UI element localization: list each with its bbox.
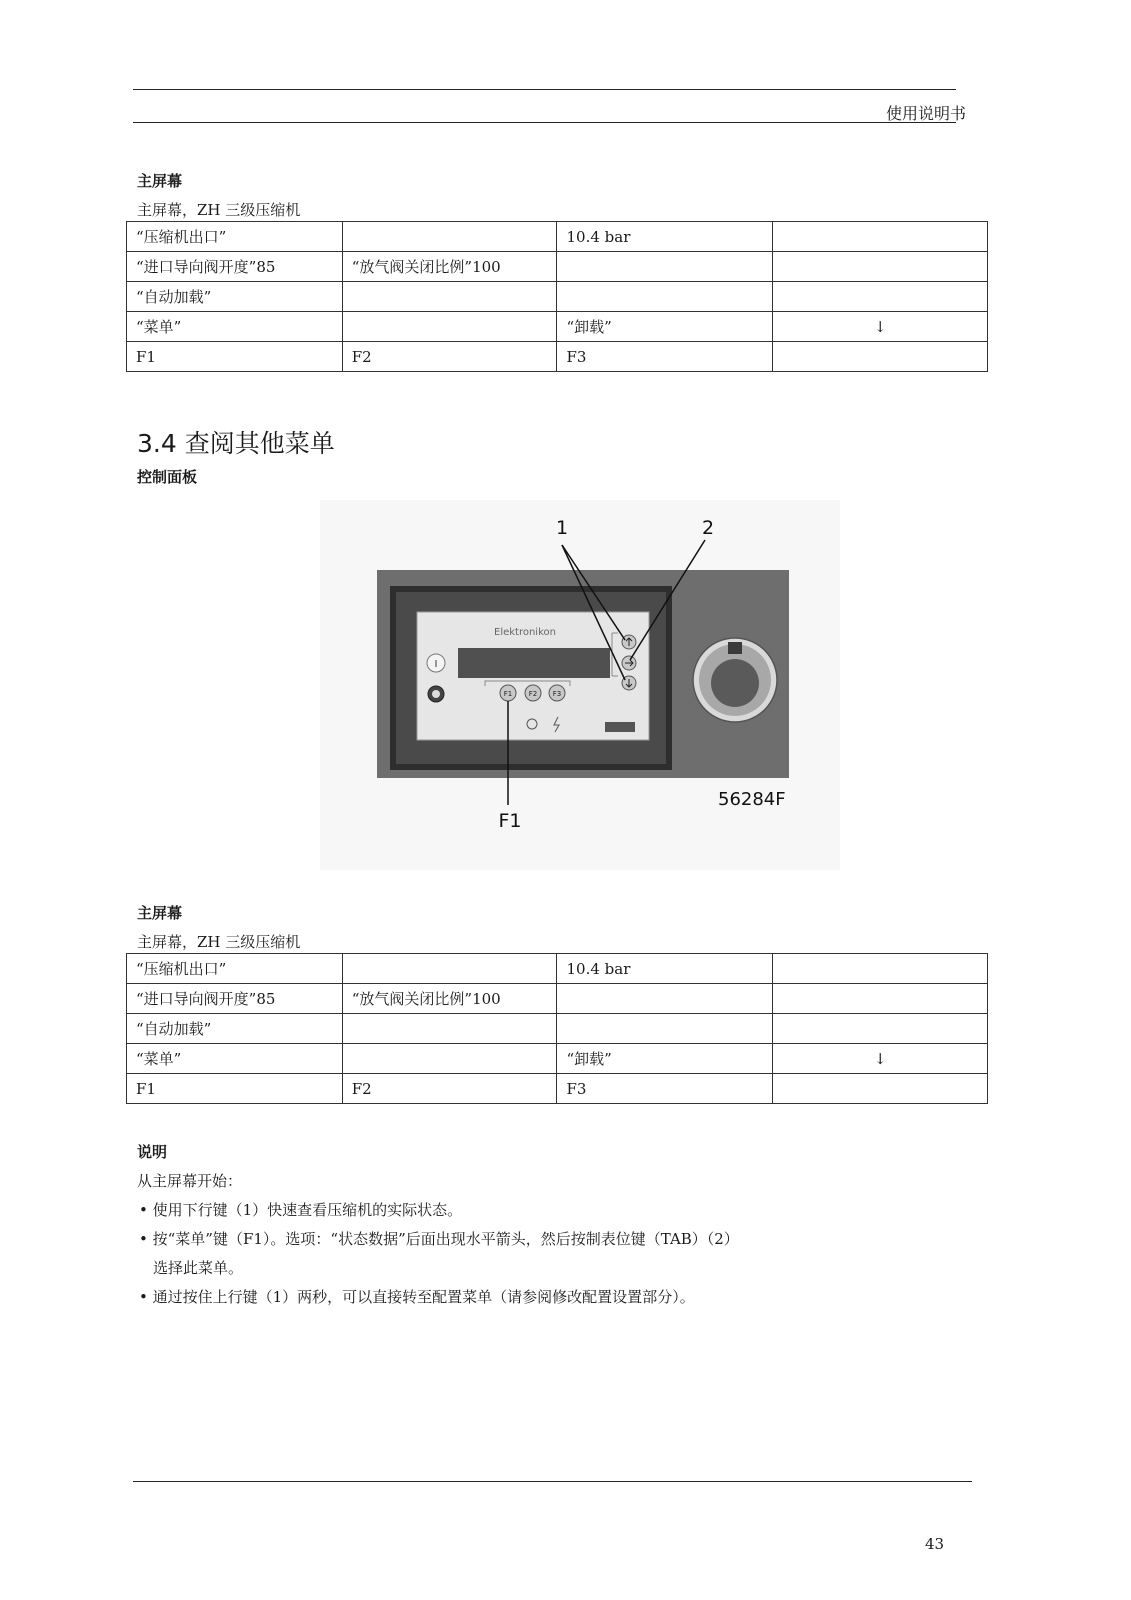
main-screen-heading-2: 主屏幕 xyxy=(137,904,183,922)
bullet-marker: • xyxy=(139,1230,148,1248)
header-bottom-rule xyxy=(133,122,956,123)
table-row xyxy=(127,1044,988,1074)
stop-icon xyxy=(432,690,440,698)
f3-key-label: F3 xyxy=(552,690,562,698)
figure-code: 56284F xyxy=(718,789,786,810)
main-screen-subtitle-2: 主屏幕，ZH 三级压缩机 xyxy=(137,933,301,951)
header-top-rule xyxy=(133,89,956,90)
bullet-item xyxy=(139,1286,695,1307)
table-cell: “进口导向阀开度”85 xyxy=(127,984,343,1014)
table-cell: F2 xyxy=(342,342,557,372)
down-arrow-cell: ↓ xyxy=(773,1044,988,1074)
table-row xyxy=(127,984,988,1014)
table-cell: “放气阀关闭比例”100 xyxy=(342,252,557,282)
table-cell xyxy=(773,342,988,372)
table-row xyxy=(127,312,988,342)
table-cell: F2 xyxy=(342,1074,557,1104)
down-arrow-cell: ↓ xyxy=(773,312,988,342)
table-cell: F1 xyxy=(127,1074,343,1104)
table-cell: F1 xyxy=(127,342,343,372)
table-cell: “压缩机出口” xyxy=(127,954,343,984)
table-cell xyxy=(342,282,557,312)
table-cell: “菜单” xyxy=(127,312,343,342)
table-cell: “自动加载” xyxy=(127,282,343,312)
main-screen-table xyxy=(126,221,988,372)
explanation-intro: 从主屏幕开始： xyxy=(137,1172,243,1190)
main-screen-subtitle: 主屏幕，ZH 三级压缩机 xyxy=(137,201,301,219)
table-cell xyxy=(342,222,557,252)
warning-icon xyxy=(728,642,742,654)
explanation-heading: 说明 xyxy=(137,1143,168,1161)
table-cell: “卸载” xyxy=(557,1044,773,1074)
table-cell: F3 xyxy=(557,342,773,372)
table-cell: 10.4 bar xyxy=(557,222,773,252)
main-screen-heading: 主屏幕 xyxy=(137,172,183,190)
table-row xyxy=(127,1014,988,1044)
section-title: 3.4 查阅其他菜单 xyxy=(137,429,335,458)
bullet-continuation: 选择此菜单。 xyxy=(153,1259,244,1277)
table-cell xyxy=(557,1014,773,1044)
table-cell: “进口导向阀开度”85 xyxy=(127,252,343,282)
table-cell: “卸载” xyxy=(557,312,773,342)
table-cell xyxy=(773,984,988,1014)
table-cell: 10.4 bar xyxy=(557,954,773,984)
table-row xyxy=(127,252,988,282)
table-cell xyxy=(773,1074,988,1104)
bullet-text: 按“菜单”键（F1）。选项：“状态数据”后面出现水平箭头，然后按制表位键（TAB）（2） xyxy=(152,1230,739,1248)
bullet-text: 使用下行键（1）快速查看压缩机的实际状态。 xyxy=(152,1201,463,1219)
bullet-marker: • xyxy=(139,1288,148,1306)
table-cell: “菜单” xyxy=(127,1044,343,1074)
bullet-item xyxy=(139,1228,739,1249)
table-cell xyxy=(342,1044,557,1074)
main-screen-table-2 xyxy=(126,953,988,1104)
table-row xyxy=(127,222,988,252)
bullet-text: 通过按住上行键（1）两秒，可以直接转至配置菜单（请参阅修改配置设置部分）。 xyxy=(152,1288,695,1306)
table-cell xyxy=(773,954,988,984)
header-title: 使用说明书 xyxy=(885,104,966,123)
bullet-marker: • xyxy=(139,1201,148,1219)
table-cell: “压缩机出口” xyxy=(127,222,343,252)
footer-rule xyxy=(133,1481,972,1482)
table-row xyxy=(127,342,988,372)
table-cell xyxy=(342,312,557,342)
callout-label-1: 1 xyxy=(555,517,569,539)
page-number: 43 xyxy=(925,1535,945,1553)
table-cell xyxy=(342,954,557,984)
table-cell xyxy=(773,222,988,252)
table-cell: “自动加载” xyxy=(127,1014,343,1044)
table-cell xyxy=(557,984,773,1014)
table-cell xyxy=(773,282,988,312)
atlas-copco-logo xyxy=(605,722,635,732)
brand-label: Elektronikon xyxy=(494,627,556,638)
table-row xyxy=(127,1074,988,1104)
table-cell xyxy=(557,252,773,282)
emergency-stop-button[interactable] xyxy=(711,659,759,707)
callout-label-f1: F1 xyxy=(498,810,522,832)
table-cell: “放气阀关闭比例”100 xyxy=(342,984,557,1014)
table-cell xyxy=(773,252,988,282)
table-cell: F3 xyxy=(557,1074,773,1104)
table-row xyxy=(127,282,988,312)
table-row xyxy=(127,954,988,984)
control-panel-heading: 控制面板 xyxy=(137,468,198,486)
f1-key-label: F1 xyxy=(503,690,513,698)
table-cell xyxy=(557,282,773,312)
bullet-item xyxy=(139,1199,462,1220)
lcd-display xyxy=(458,648,610,678)
f2-key-label: F2 xyxy=(528,690,538,698)
table-cell xyxy=(773,1014,988,1044)
start-button-label: I xyxy=(434,659,438,670)
callout-label-2: 2 xyxy=(701,517,715,539)
table-cell xyxy=(342,1014,557,1044)
control-panel-figure xyxy=(320,500,840,870)
